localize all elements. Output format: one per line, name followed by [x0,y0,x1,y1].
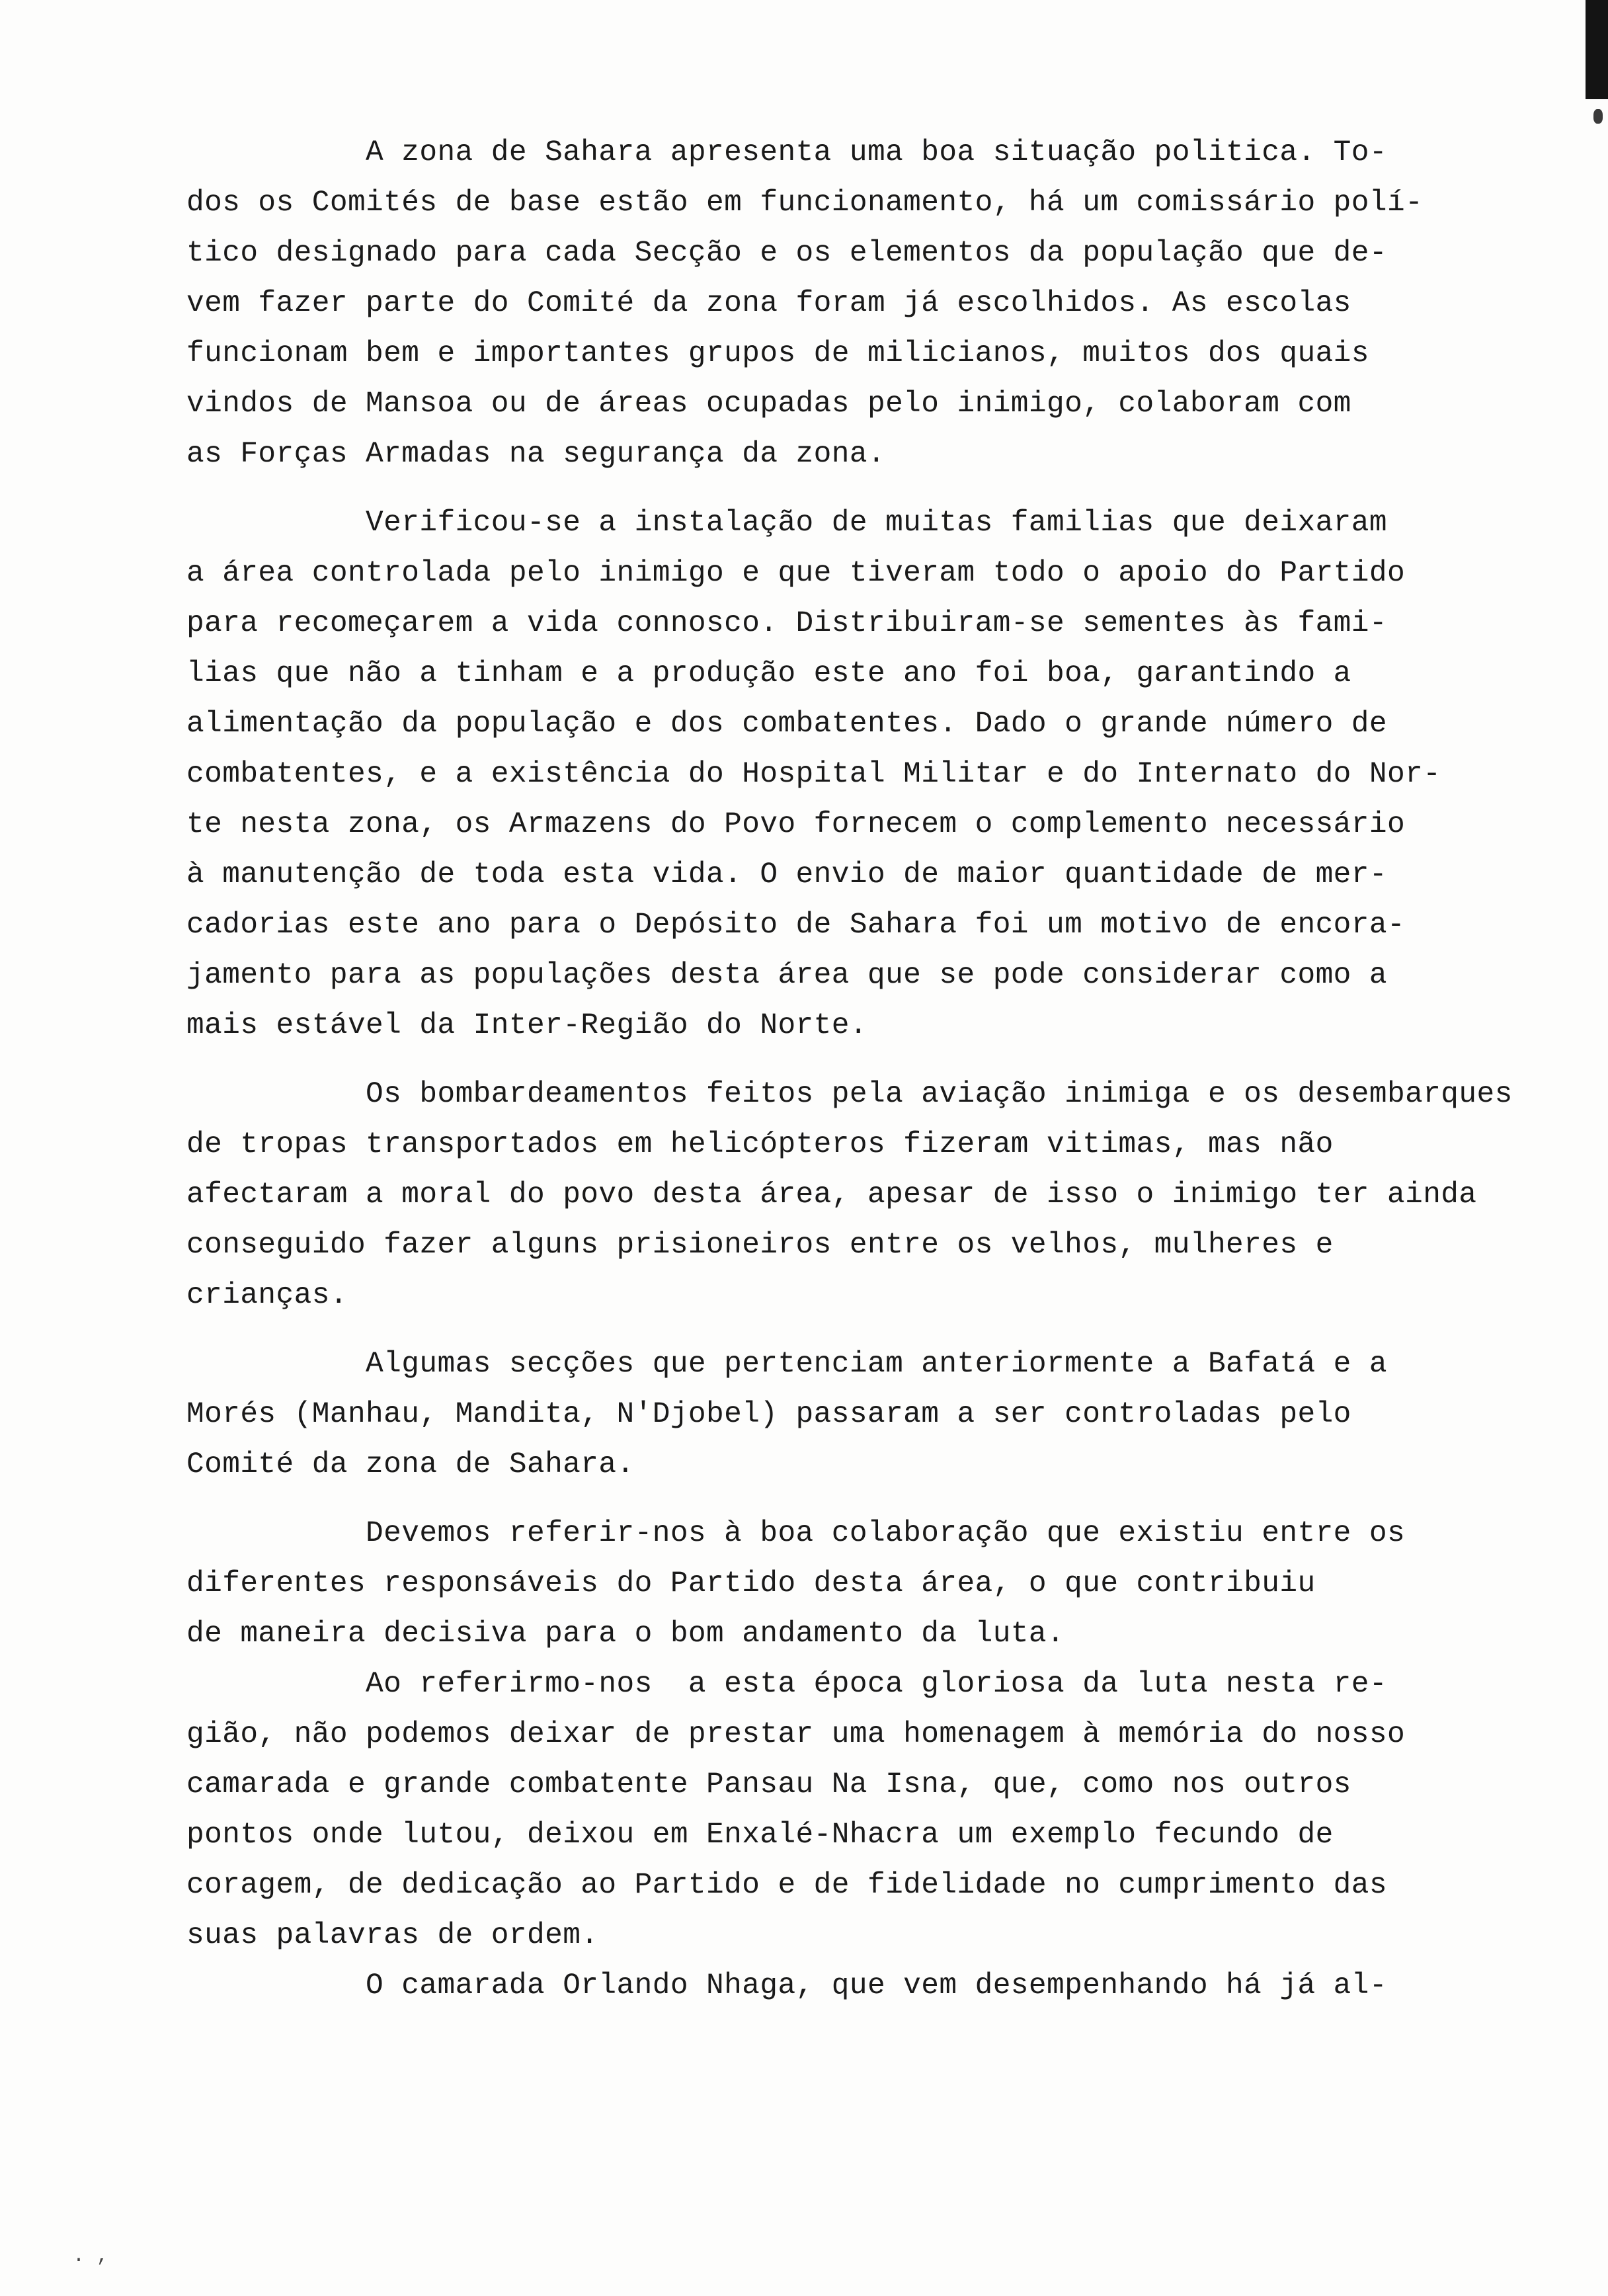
text-line: O camarada Orlando Nhaga, que vem desempenhando há já al- [186,1969,1387,2002]
text-line: Ao referirmo-nos a esta época gloriosa da luta nesta re- [186,1668,1387,1701]
text-line: suas palavras de ordem. [186,1919,599,1952]
text-line: tico designado para cada Secção e os elementos da população que de- [186,237,1387,270]
text-line: jamento para as populações desta área que se pode considerar como a [186,959,1387,992]
text-line: as Forças Armadas na segurança da zona. [186,438,886,471]
text-line: dos os Comités de base estão em funcionamento, há um comissário polí- [186,186,1424,220]
text-line: Morés (Manhau, Mandita, N'Djobel) passaram a ser controladas pelo [186,1398,1351,1431]
text-line: diferentes responsáveis do Partido desta área, o que contribuiu [186,1567,1316,1600]
text-line: te nesta zona, os Armazens do Povo fornecem o complemento necessário [186,808,1406,841]
text-line: cadorias este ano para o Depósito de Sahara foi um motivo de encora- [186,909,1406,942]
text-line: Verificou-se a instalação de muitas familias que deixaram [186,507,1387,540]
text-line: a área controlada pelo inimigo e que tiveram todo o apoio do Partido [186,557,1406,590]
text-line: de maneira decisiva para o bom andamento da luta. [186,1618,1065,1651]
scan-speck [1593,109,1603,124]
text-line: coragem, de dedicação ao Partido e de fidelidade no cumprimento das [186,1869,1387,1902]
text-line: alimentação da população e dos combatentes. Dado o grande número de [186,708,1387,741]
text-line: Algumas secções que pertenciam anteriormente a Bafatá e a [186,1348,1387,1381]
text-line: Os bombardeamentos feitos pela aviação inimiga e os desembarques [186,1078,1513,1111]
text-line: Comité da zona de Sahara. [186,1448,635,1481]
text-line: afectaram a moral do povo desta área, apesar de isso o inimigo ter ainda [186,1178,1477,1211]
text-line: combatentes, e a existência do Hospital Militar e do Internato do Nor- [186,758,1441,791]
footer-mark: . , [73,2245,109,2268]
text-line: pontos onde lutou, deixou em Enxalé-Nhacra um exemplo fecundo de [186,1819,1334,1852]
text-line: camarada e grande combatente Pansau Na Isna, que, como nos outros [186,1768,1351,1801]
text-line: vem fazer parte do Comité da zona foram já escolhidos. As escolas [186,287,1351,320]
text-line: conseguido fazer alguns prisioneiros entre os velhos, mulheres e [186,1229,1334,1262]
text-line: gião, não podemos deixar de prestar uma homenagem à memória do nosso [186,1718,1406,1751]
text-line: mais estável da Inter-Região do Norte. [186,1009,867,1042]
text-line: à manutenção de toda esta vida. O envio de maior quantidade de mer- [186,858,1387,891]
scan-edge-mark [1586,0,1608,99]
text-line: funcionam bem e importantes grupos de milicianos, muitos dos quais [186,337,1369,370]
text-line: para recomeçarem a vida connosco. Distribuiram-se sementes às fami- [186,607,1387,640]
text-line: crianças. [186,1279,348,1312]
text-line: de tropas transportados em helicópteros fizeram vitimas, mas não [186,1128,1334,1161]
text-line: lias que não a tinham e a produção este ano foi boa, garantindo a [186,657,1351,690]
text-line: Devemos referir-nos à boa colaboração que existiu entre os [186,1517,1406,1550]
text-line: vindos de Mansoa ou de áreas ocupadas pelo inimigo, colaboram com [186,388,1351,421]
text-line: A zona de Sahara apresenta uma boa situação politica. To- [186,136,1387,169]
